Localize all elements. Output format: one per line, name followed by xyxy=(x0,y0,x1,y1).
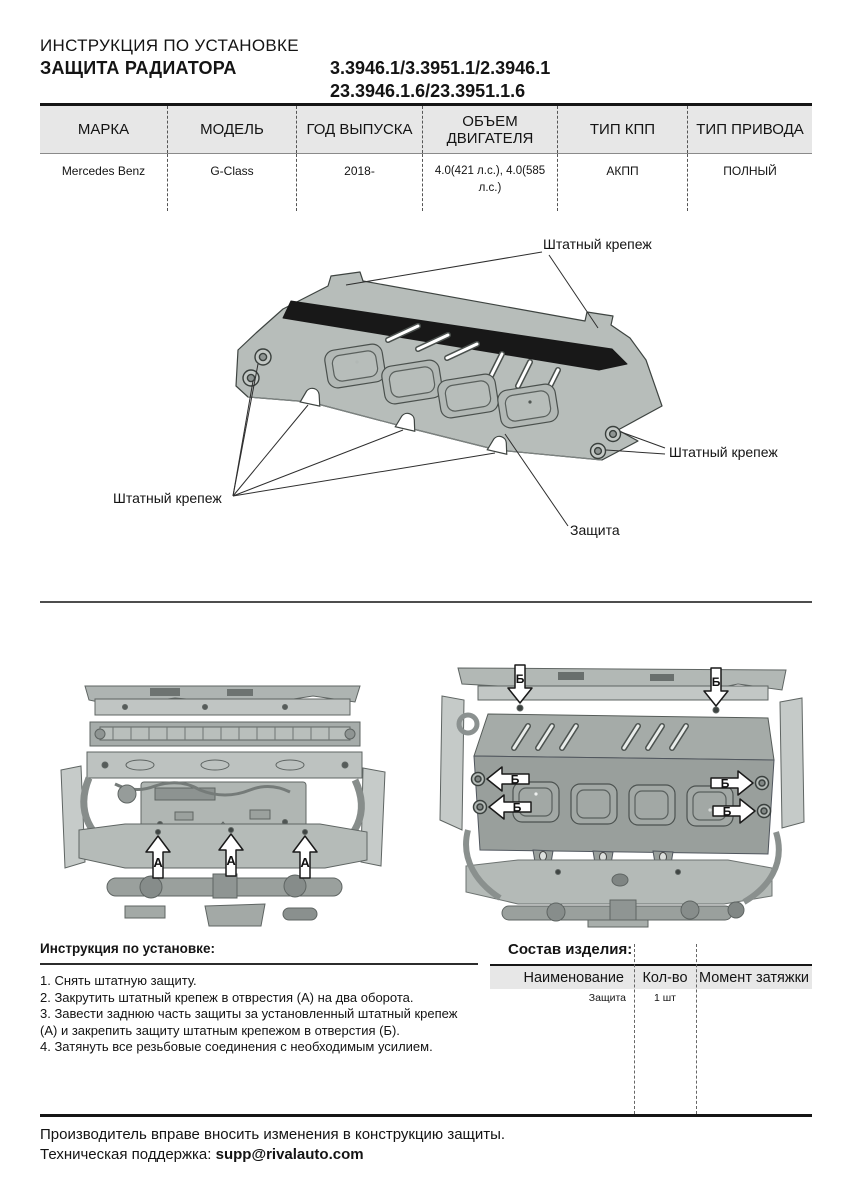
spec-value-row xyxy=(40,154,812,211)
support-label: Техническая поддержка: xyxy=(40,1146,216,1163)
spec-value-brand: Mercedes Benz xyxy=(40,154,168,211)
composition-column-divider xyxy=(634,944,635,1114)
photo-underside-before xyxy=(55,682,390,930)
plate-illustration xyxy=(90,228,790,563)
spec-header-model: МОДЕЛЬ xyxy=(168,106,297,153)
instruction-step-4: 4. Затянуть все резьбовые соединения с необходимым усилием. xyxy=(40,1039,433,1055)
label-factory-fastener-right: Штатный крепеж xyxy=(669,444,778,460)
spec-header-drive: ТИП ПРИВОДА xyxy=(696,121,804,138)
spec-value-engine: 4.0(421 л.с.), 4.0(585 л.с.) xyxy=(423,154,558,211)
composition-value-row xyxy=(490,989,812,1006)
footer-divider xyxy=(40,1114,812,1117)
marker-b-letter: Б xyxy=(711,675,721,689)
label-factory-fastener-top: Штатный крепеж xyxy=(543,236,652,252)
label-factory-fastener-left: Штатный крепеж xyxy=(113,490,222,506)
page-title: ЗАЩИТА РАДИАТОРА xyxy=(40,58,237,78)
comp-value-torque xyxy=(696,989,812,1006)
marker-b-letter: Б xyxy=(720,776,730,791)
spec-value-model: G-Class xyxy=(168,154,297,211)
composition-title: Состав изделия: xyxy=(508,941,633,958)
comp-header-qty: Кол-во xyxy=(642,969,688,986)
marker-a-letter: А xyxy=(153,855,163,870)
comp-value-qty: 1 шт xyxy=(654,992,676,1004)
marker-a-letter: А xyxy=(300,855,310,870)
instructions-list xyxy=(40,973,472,1056)
instructions-title: Инструкция по установке: xyxy=(40,941,215,956)
plate-body xyxy=(236,272,662,460)
spec-header-engine: ОБЪЕМ ДВИГАТЕЛЯ xyxy=(423,106,558,153)
photo-underside-after xyxy=(438,660,806,930)
spec-value-year: 2018- xyxy=(297,154,423,211)
composition-column-divider xyxy=(696,944,697,1114)
instruction-step-2: 2. Закрутить штатный крепеж в отврестия (А) на два оборота. xyxy=(40,989,414,1005)
label-plate: Защита xyxy=(570,522,620,538)
comp-header-name: Наименование xyxy=(523,969,624,986)
comp-value-name: Защита xyxy=(588,992,626,1004)
marker-b-letter: Б xyxy=(722,804,732,819)
composition-table xyxy=(490,964,812,1006)
part-numbers-line2: 23.3946.1.6/23.3951.1.6 xyxy=(330,81,526,101)
spec-value-gearbox: АКПП xyxy=(558,154,688,211)
composition-header-row xyxy=(490,966,812,989)
section-divider xyxy=(40,601,812,603)
vehicle-spec-table xyxy=(40,103,812,211)
part-numbers xyxy=(330,57,550,103)
marker-b-letter: Б xyxy=(515,672,525,686)
document-kind-label: ИНСТРУКЦИЯ ПО УСТАНОВКЕ xyxy=(40,36,299,55)
spec-header-brand: МАРКА xyxy=(40,106,168,153)
spec-value-drive: ПОЛНЫЙ xyxy=(723,164,777,178)
marker-b-letter: Б xyxy=(510,772,520,787)
marker-b-letter: Б xyxy=(512,800,522,815)
instruction-step-1: 1. Снять штатную защиту. xyxy=(40,973,197,988)
comp-header-torque: Момент затяжки xyxy=(698,969,810,986)
spec-header-year: ГОД ВЫПУСКА xyxy=(297,106,423,153)
footer-disclaimer: Производитель вправе вносить изменения в конструкцию защиты. xyxy=(40,1126,506,1143)
spec-header-row xyxy=(40,106,812,154)
spec-header-gearbox: ТИП КПП xyxy=(558,106,688,153)
marker-a-letter: А xyxy=(226,853,236,868)
plate-diagram xyxy=(90,228,790,563)
footer-support xyxy=(40,1146,364,1163)
part-numbers-line1: 3.3946.1/3.3951.1/2.3946.1 xyxy=(330,58,551,78)
instruction-step-3: 3. Завести заднюю часть защиты за установленный штатный крепеж (А) и закрепить защиту штатным крепежом в отверстия (Б). xyxy=(40,1006,458,1038)
instructions-rule xyxy=(40,963,478,965)
support-email: supp@rivalauto.com xyxy=(215,1146,364,1163)
